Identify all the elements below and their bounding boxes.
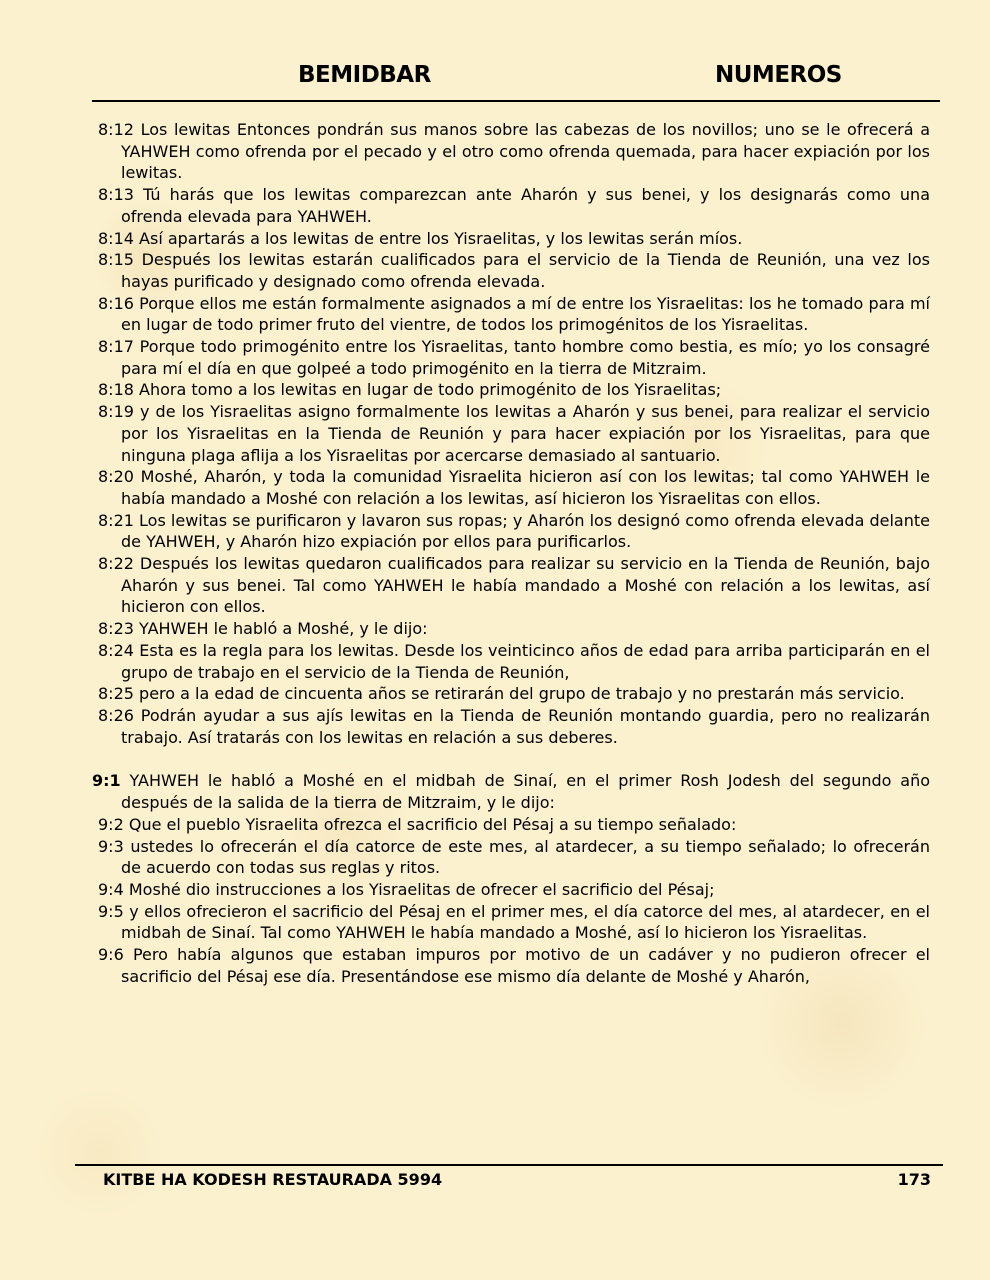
verse-ref: 8:19 [98, 402, 134, 422]
verse-ref: 8:17 [98, 337, 134, 357]
chapter-start-verse [92, 770, 930, 813]
verse-text: Así apartarás a los lewitas de entre los Yisraelitas, y los lewitas serán míos. [139, 228, 743, 248]
verse-text: Que el pueblo Yisraelita ofrezca el sacrificio del Pésaj a su tiempo señalado: [128, 814, 737, 834]
verse-ref: 8:13 [98, 185, 134, 205]
verse-text: YAHWEH le habló a Moshé en el midbah de Sinaí, en el primer Rosh Jodesh del segundo año después de la salida de la tierra de Mitzraim, y le dijo: [121, 771, 931, 813]
verse-text: Porque todo primogénito entre los Yisraelitas, tanto hombre como bestia, es mío; yo los consagré para mí el día en que golpeé a todo primogénito en la tierra de Mitzraim. [121, 337, 930, 378]
verse-text: Los lewitas se purificaron y lavaron sus ropas; y Aharón los designó como ofrenda elevada delante de YAHWEH, y Aharón hizo expiación por ellos para purificarlos. [121, 510, 930, 552]
verse-ref: 9:4 [98, 879, 124, 899]
verse-ref: 9:6 [98, 945, 124, 965]
verse-ref: 9:1 [92, 771, 121, 791]
verse-ref: 8:26 [98, 705, 134, 725]
verse-list [92, 119, 931, 987]
verse-ref: 8:21 [98, 510, 134, 530]
verse-text: Esta es la regla para los lewitas. Desde los veinticinco años de edad para arriba participarán en el grupo de trabajo en el servicio de la Tienda de Reunión, [121, 640, 931, 682]
book-title-spanish: NUMEROS [715, 62, 842, 88]
verse-text: Pero había algunos que estaban impuros por motivo de un cadáver y no pudieron ofrecer el sacrificio del Pésaj ese día. Presentándose ese mismo día delante de Moshé y Aharón, [121, 945, 930, 986]
verse-ref: 8:24 [98, 640, 134, 660]
verse-ref: 9:3 [98, 836, 124, 856]
footer-book-title: KITBE HA KODESH RESTAURADA 5994 [103, 1170, 443, 1189]
verse [98, 836, 930, 879]
verse-text: y de los Yisraelitas asigno formalmente los lewitas a Aharón y sus benei, para realizar el servicio por los Yisraelitas en la Tienda de Reunión y para hacer expiación por los Yisraelitas, para que ninguna plaga aflija a los Yisraelitas por acercarse demasiado al santuario. [121, 402, 930, 465]
verse-ref: 9:5 [98, 901, 124, 921]
verse [98, 640, 930, 683]
verse [98, 553, 930, 618]
verse-ref: 8:20 [98, 467, 134, 487]
verse-ref: 8:18 [98, 380, 134, 400]
verse [98, 618, 930, 640]
verse-text: Moshé, Aharón, y toda la comunidad Yisraelita hicieron así con los lewitas; tal como YAHWEH le había mandado a Moshé con relación a los lewitas, así hicieron los Yisraelitas con ellos. [121, 467, 930, 508]
verse-text: ustedes lo ofrecerán el día catorce de este mes, al atardecer, a su tiempo señalado; lo ofrecerán de acuerdo con todas sus reglas y ritos. [121, 836, 931, 878]
verse [98, 379, 930, 401]
verse [98, 944, 930, 987]
verse [98, 228, 930, 250]
verse [98, 901, 930, 944]
verse-text: Ahora tomo a los lewitas en lugar de todo primogénito de los Yisraelitas; [139, 380, 722, 400]
verse-ref: 8:23 [98, 619, 134, 639]
verse-text: y ellos ofrecieron el sacrificio del Pésaj en el primer mes, el día catorce del mes, al atardecer, en el midbah de Sinaí. Tal como YAHWEH le había mandado a Moshé, así lo hicieron los Yisraelitas. [121, 901, 930, 943]
verse [98, 336, 930, 379]
verse [98, 293, 930, 336]
book-title-hebrew: BEMIDBAR [298, 62, 431, 88]
verse [98, 814, 930, 836]
header-rule [92, 100, 940, 102]
verse-text: Moshé dio instrucciones a los Yisraelitas de ofrecer el sacrificio del Pésaj; [128, 879, 715, 899]
verse [98, 879, 930, 901]
verse [98, 510, 930, 553]
page-header [92, 62, 940, 98]
page-number: 173 [897, 1170, 931, 1189]
footer-rule [75, 1164, 943, 1166]
verse [98, 683, 930, 705]
verse [98, 119, 930, 184]
verse-ref: 8:14 [98, 228, 134, 248]
verse-text: Después los lewitas estarán cualificados para el servicio de la Tienda de Reunión, una vez los hayas purificado y designado como ofrenda elevada. [121, 250, 930, 291]
verse-text: Podrán ayudar a sus ajís lewitas en la Tienda de Reunión montando guardia, pero no realizarán trabajo. Así tratarás con los lewitas en relación a sus deberes. [121, 705, 931, 747]
verse-text: Porque ellos me están formalmente asignados a mí de entre los Yisraelitas: los he tomado para mí en lugar de todo primer fruto del vientre, de todos los primogénitos de los Yisraelitas. [121, 293, 930, 335]
verse-text: Los lewitas Entonces pondrán sus manos sobre las cabezas de los novillos; uno se le ofrecerá a YAHWEH como ofrenda por el pecado y el otro como ofrenda quemada, para hacer expiación por los lewitas. [121, 120, 930, 183]
verse-ref: 9:2 [98, 814, 124, 834]
verse [98, 466, 930, 509]
page-footer [103, 1170, 931, 1194]
verse-ref: 8:25 [98, 684, 134, 704]
verse [98, 249, 930, 292]
verse-text: Después los lewitas quedaron cualificados para realizar su servicio en la Tienda de Reunión, bajo Aharón y sus benei. Tal como YAHWEH le había mandado a Moshé con relación a los lewitas, así hicieron con ellos. [121, 554, 930, 617]
verse-ref: 8:15 [98, 250, 134, 270]
verse [98, 705, 930, 748]
verse-text: Tú harás que los lewitas comparezcan ante Aharón y sus benei, y los designarás como una ofrenda elevada para YAHWEH. [121, 185, 930, 226]
verse-ref: 8:12 [98, 120, 134, 139]
verse-text: YAHWEH le habló a Moshé, y le dijo: [139, 619, 428, 639]
verse-ref: 8:16 [98, 293, 134, 313]
verse [98, 401, 930, 466]
verse-ref: 8:22 [98, 554, 134, 574]
verse [98, 184, 930, 227]
verse-text: pero a la edad de cincuenta años se retirarán del grupo de trabajo y no prestarán más servicio. [139, 684, 905, 704]
